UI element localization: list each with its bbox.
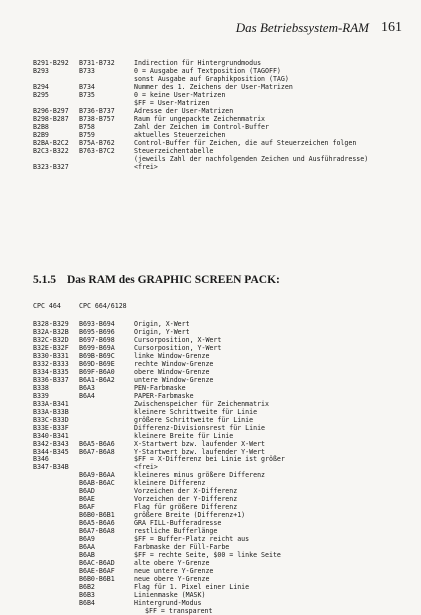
section-heading (33, 274, 280, 286)
description: PEN-Farbmaske (134, 383, 186, 392)
description: größere Schrittweite für Linie (134, 415, 254, 424)
addr-cpc664: B758 (79, 122, 95, 131)
addr-cpc664: B6A1-B6A2 (79, 375, 115, 384)
table-row (33, 448, 418, 456)
addr-cpc664: B763-B7C2 (79, 146, 115, 155)
addr-cpc464: B33E-B33F (33, 423, 69, 432)
table-row (33, 551, 418, 559)
description: kleinere Schrittweite für Linie (134, 407, 258, 416)
description: Flag für 1. Pixel einer Linie (134, 582, 250, 591)
description: Indirection für Hintergrundmodus (134, 59, 262, 67)
page-number: 161 (381, 20, 402, 35)
description: untere Window-Grenze (134, 375, 214, 384)
description: Cursorposition, Y-Wert (134, 343, 222, 352)
addr-cpc664: B693-B694 (79, 320, 115, 328)
description: (jeweils Zahl der nachfolgenden Zeichen und Ausführadresse) (134, 154, 369, 163)
page-header (0, 20, 421, 36)
col-header-cpc464: CPC 464 (33, 302, 61, 310)
table-row (33, 463, 418, 471)
running-title: Das Betriebssystem-RAM (235, 20, 369, 35)
addr-cpc664: B6AC-B6AD (79, 559, 115, 568)
addr-cpc664: B6A3 (79, 383, 95, 392)
table-row (33, 575, 418, 583)
description: X-Startwert bzw. laufender X-Wert (134, 439, 266, 448)
table-row (33, 559, 418, 567)
description: Zahl der Zeichen im Control-Buffer (134, 122, 269, 131)
addr-cpc464: B33A-B33B (33, 407, 69, 416)
table-row (33, 471, 418, 479)
table-row (33, 368, 418, 376)
description: Nummer des 1. Zeichens der User-Matrizen (134, 82, 293, 91)
addr-cpc464: B334-B335 (33, 367, 69, 376)
addr-cpc664: B69D-B69E (79, 359, 115, 368)
description: $FF = X-Differenz bei Linie ist größer (134, 455, 285, 464)
description: kleinere Differenz (134, 479, 206, 488)
table-row (33, 99, 418, 107)
addr-cpc464: B32E-B32F (33, 343, 69, 352)
addr-cpc664: B75A-B762 (79, 138, 115, 147)
addr-cpc664: B6A7-B6A8 (79, 527, 115, 536)
addr-cpc664: B733 (79, 66, 95, 75)
description: rechte Window-Grenze (134, 359, 214, 368)
table-row (33, 328, 418, 336)
addr-cpc664: B697-B698 (79, 335, 115, 344)
addr-cpc664: B6AF (79, 503, 95, 512)
addr-cpc664: B738-B757 (79, 114, 115, 123)
table-row (33, 479, 418, 487)
addr-cpc664: B735 (79, 90, 95, 99)
table-row (33, 424, 418, 432)
description: PAPER-Farbmaske (134, 391, 194, 400)
col-header-cpc664: CPC 664/6128 (79, 302, 127, 310)
description: Control-Buffer für Zeichen, die auf Steuerzeichen folgen (134, 138, 357, 147)
addr-cpc464: B33C-B33D (33, 415, 69, 424)
addr-cpc664: B6B3 (79, 590, 95, 599)
addr-cpc664: B69F-B6A0 (79, 367, 115, 376)
table-row (33, 487, 418, 495)
table-row (33, 59, 418, 67)
table-row (33, 400, 418, 408)
addr-cpc464: B298-B287 (33, 114, 69, 123)
table-row (33, 376, 418, 384)
description: Y-Startwert bzw. laufender Y-Wert (134, 447, 266, 456)
description: Cursorposition, X-Wert (134, 335, 222, 344)
table-row (33, 360, 418, 368)
table-row (33, 139, 418, 147)
description: obere Window-Grenze (134, 367, 210, 376)
table-row (33, 543, 418, 551)
description: Steuerzeichentabelle (134, 146, 214, 155)
table-row (33, 320, 418, 328)
description: 0 = Ausgabe auf Textposition (TAGOFF) (134, 66, 281, 75)
description: Differenz-Divisionsrest für Linie (134, 423, 266, 432)
addr-cpc664: B6AB-B6AC (79, 479, 115, 488)
description: Hintergrund-Modus (134, 598, 202, 607)
addr-cpc464: B338 (33, 383, 49, 392)
description: Flag für größere Differenz (134, 503, 238, 512)
addr-cpc464: B328-B329 (33, 320, 69, 328)
table-row (33, 607, 418, 615)
description: Vorzeichen der Y-Differenz (134, 495, 238, 504)
description: Zwischenspeicher für Zeichenmatrix (134, 399, 269, 408)
description: kleinere Breite für Linie (134, 431, 234, 440)
description: Farbmaske der Füll-Farbe (134, 543, 230, 552)
description: neue obere Y-Grenze (134, 575, 210, 583)
addr-cpc664: B6AD (79, 487, 95, 496)
table-row (33, 115, 418, 123)
table-row (33, 503, 418, 511)
table-row (33, 384, 418, 392)
table-row (33, 599, 418, 607)
table-row (33, 511, 418, 519)
description: $FF = transparent (145, 606, 213, 615)
addr-cpc664: B6AB (79, 551, 95, 560)
description: <frei> (134, 162, 158, 171)
addr-cpc464: B296-B297 (33, 106, 69, 115)
table-row (33, 408, 418, 416)
description: Adresse der User-Matrizen (134, 106, 234, 115)
addr-cpc464: B33A-B341 (33, 399, 69, 408)
description: $FF = User-Matrizen (134, 98, 210, 107)
addr-cpc664: B6A4 (79, 391, 95, 400)
addr-cpc664: B731-B732 (79, 59, 115, 67)
table-row (33, 519, 418, 527)
table-row (33, 75, 418, 83)
section-number: 5.1.5 (33, 274, 56, 286)
addr-cpc464: B340-B341 (33, 431, 69, 440)
addr-cpc664: B759 (79, 130, 95, 139)
description: Raum für ungepackte Zeichenmatrix (134, 114, 266, 123)
addr-cpc664: B6B2 (79, 582, 95, 591)
gsp-ram-table (33, 320, 418, 615)
column-headers (33, 302, 333, 310)
description: GRA FILL-Bufferadresse (134, 519, 222, 528)
description: neue untere Y-Grenze (134, 567, 214, 576)
addr-cpc464: B32A-B32B (33, 327, 69, 336)
table-row (33, 495, 418, 503)
os-ram-table (33, 59, 418, 171)
description: $FF = Buffer-Platz reicht aus (134, 535, 250, 544)
description: aktuelles Steuerzeichen (134, 130, 226, 139)
table-row (33, 147, 418, 155)
addr-cpc664: B734 (79, 82, 95, 91)
table-row (33, 67, 418, 75)
addr-cpc464: B293 (33, 66, 49, 75)
table-row (33, 163, 418, 171)
description: sonst Ausgabe auf Graphikposition (TAG) (134, 74, 289, 83)
addr-cpc464: B2B9 (33, 130, 49, 139)
addr-cpc664: B6A5-B6A6 (79, 439, 115, 448)
addr-cpc664: B6A5-B6A6 (79, 519, 115, 528)
table-row (33, 567, 418, 575)
addr-cpc664: B69B-B69C (79, 351, 115, 360)
table-row (33, 107, 418, 115)
description: Origin, Y-Wert (134, 327, 190, 336)
description: 0 = keine User-Matrizen (134, 90, 226, 99)
addr-cpc664: B695-B696 (79, 327, 115, 336)
addr-cpc664: B6B0-B6B1 (79, 575, 115, 583)
addr-cpc464: B2C3-B322 (33, 146, 69, 155)
table-row (33, 455, 418, 463)
description: Linienmaske (MASK) (134, 590, 206, 599)
table-row (33, 344, 418, 352)
description: restliche Bufferlänge (134, 527, 218, 536)
addr-cpc664: B6AE-B6AF (79, 567, 115, 576)
addr-cpc664: B6A9 (79, 535, 95, 544)
description: Origin, X-Wert (134, 320, 190, 328)
table-row (33, 583, 418, 591)
table-row (33, 535, 418, 543)
addr-cpc464: B323-B327 (33, 162, 69, 171)
addr-cpc464: B332-B333 (33, 359, 69, 368)
addr-cpc664: B6A7-B6A8 (79, 447, 115, 456)
table-row (33, 392, 418, 400)
table-row (33, 336, 418, 344)
table-row (33, 83, 418, 91)
addr-cpc464: B2B8 (33, 122, 49, 131)
table-row (33, 131, 418, 139)
description: $FF = rechte Seite, $00 = linke Seite (134, 551, 281, 560)
addr-cpc464: B339 (33, 391, 49, 400)
description: alte obere Y-Grenze (134, 559, 210, 568)
addr-cpc464: B336-B337 (33, 375, 69, 384)
description: Vorzeichen der X-Differenz (134, 487, 238, 496)
table-row (33, 91, 418, 99)
description: kleineres minus größere Differenz (134, 471, 266, 480)
addr-cpc464: B346 (33, 455, 49, 464)
addr-cpc464: B294 (33, 82, 49, 91)
table-row (33, 352, 418, 360)
addr-cpc664: B6B0-B6B1 (79, 511, 115, 520)
addr-cpc664: B6AE (79, 495, 95, 504)
addr-cpc664: B6AA (79, 543, 95, 552)
table-row (33, 591, 418, 599)
addr-cpc664: B6A9-B6AA (79, 471, 115, 480)
addr-cpc464: B342-B343 (33, 439, 69, 448)
description: <frei> (134, 463, 158, 472)
addr-cpc464: B347-B34B (33, 463, 69, 472)
description: größere Breite (Differenz+1) (134, 511, 246, 520)
addr-cpc464: B295 (33, 90, 49, 99)
description: linke Window-Grenze (134, 351, 210, 360)
table-row (33, 123, 418, 131)
addr-cpc464: B32C-B32D (33, 335, 69, 344)
addr-cpc464: B291-B292 (33, 59, 69, 67)
addr-cpc664: B699-B69A (79, 343, 115, 352)
addr-cpc464: B2BA-B2C2 (33, 138, 69, 147)
addr-cpc664: B6B4 (79, 598, 95, 607)
table-row (33, 155, 418, 163)
addr-cpc464: B330-B331 (33, 351, 69, 360)
table-row (33, 432, 418, 440)
table-row (33, 416, 418, 424)
table-row (33, 440, 418, 448)
table-row (33, 527, 418, 535)
addr-cpc464: B344-B345 (33, 447, 69, 456)
section-title: Das RAM des GRAPHIC SCREEN PACK: (67, 274, 280, 286)
addr-cpc664: B736-B737 (79, 106, 115, 115)
